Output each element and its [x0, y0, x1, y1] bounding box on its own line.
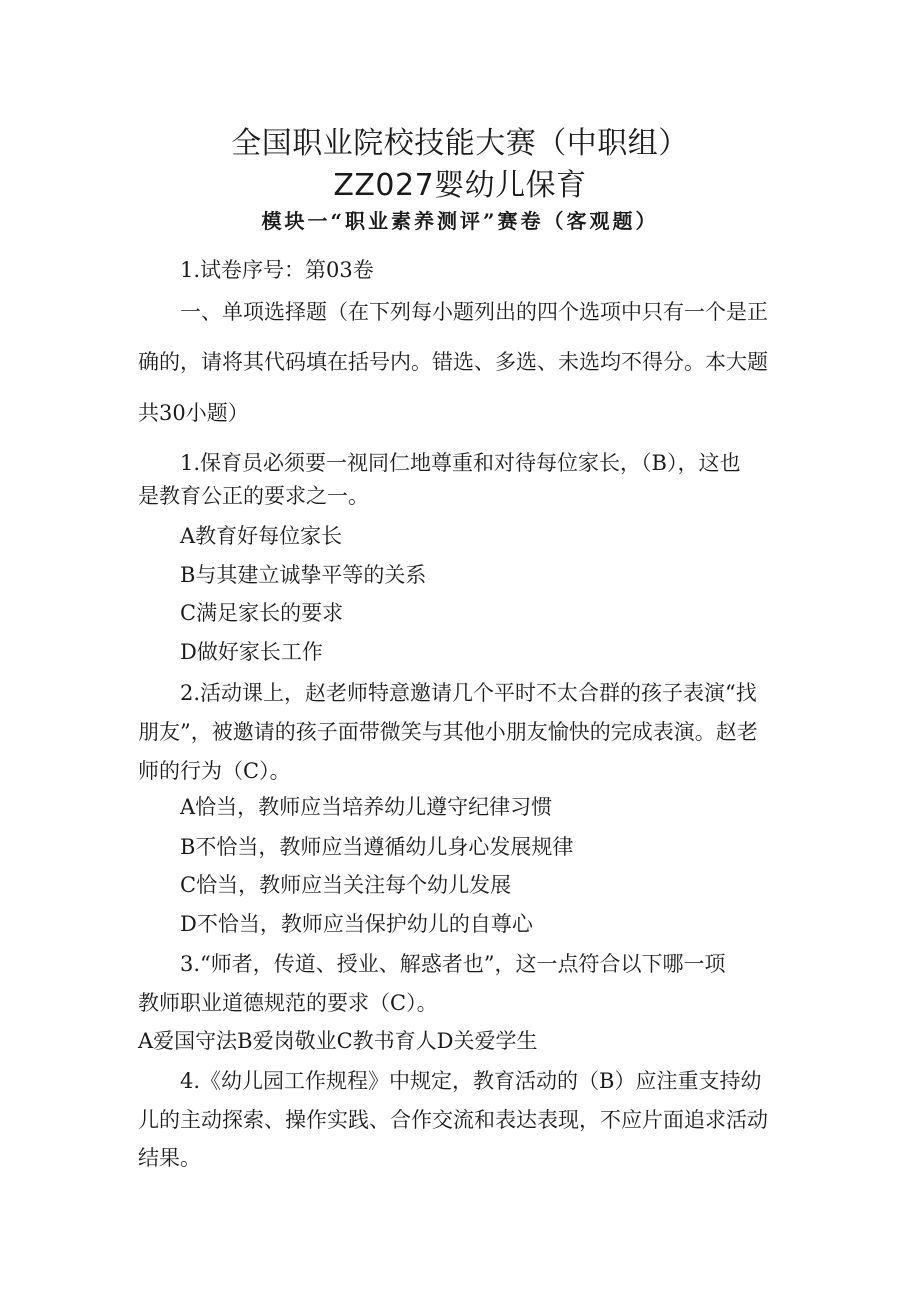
question-stem-line: 2.活动课上，赵老师特意邀请几个平时不太合群的孩子表演“找 — [180, 681, 757, 705]
option-d: D做好家长工作 — [180, 640, 323, 664]
section-line: 共30小题） — [138, 401, 249, 425]
exam-subject-code: ZZ027婴幼儿保育 — [333, 168, 587, 203]
question-stem-line: 朋友”，被邀请的孩子面带微笑与其他小朋友愉快的完成表演。赵老 — [138, 720, 758, 744]
question-stem-line: 是教育公正的要求之一。 — [138, 484, 369, 508]
option-d: D不恰当，教师应当保护幼儿的自尊心 — [180, 912, 533, 936]
question-stem-line: 教师职业道德规范的要求（C）。 — [138, 991, 438, 1015]
option-c: C恰当，教师应当关注每个幼儿发展 — [180, 873, 512, 897]
module-title: 模块一“职业素养测评”赛卷（客观题） — [261, 209, 659, 233]
option-a: A恰当，教师应当培养幼儿遵守纪律习惯 — [180, 795, 553, 819]
question-stem-line: 儿的主动探索、操作实践、合作交流和表达表现，不应片面追求活动 — [138, 1108, 768, 1132]
question-stem-line: 师的行为（C）。 — [138, 759, 291, 783]
question-stem-line: 3.“师者，传道、授业、解惑者也”，这一点符合以下哪一项 — [180, 952, 726, 976]
question-stem-line: 结果。 — [138, 1146, 201, 1170]
option-b: B不恰当，教师应当遵循幼儿身心发展规律 — [180, 835, 574, 859]
exam-title: 全国职业院校技能大赛（中职组） — [231, 126, 689, 161]
options-inline: A爱国守法B爱岗敬业C教书育人D关爱学生 — [138, 1029, 538, 1053]
paper-number: 1.试卷序号：第03卷 — [180, 258, 374, 282]
option-a: A教育好每位家长 — [180, 524, 343, 548]
section-line: 一、单项选择题（在下列每小题列出的四个选项中只有一个是正 — [180, 300, 768, 324]
question-stem-line: 4.《幼儿园工作规程》中规定，教育活动的（B）应注重支持幼 — [180, 1069, 762, 1093]
option-b: B与其建立诚挚平等的关系 — [180, 563, 427, 587]
question-stem-line: 1.保育员必须要一视同仁地尊重和对待每位家长，（B），这也 — [180, 451, 741, 475]
section-line: 确的，请将其代码填在括号内。错选、多选、未选均不得分。本大题 — [138, 350, 768, 374]
option-c: C满足家长的要求 — [180, 601, 344, 625]
